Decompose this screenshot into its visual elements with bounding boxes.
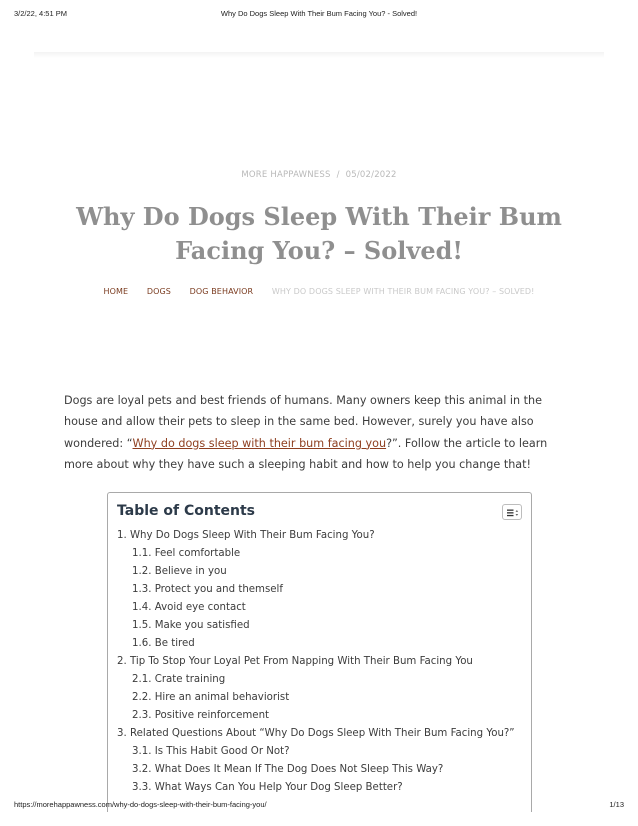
list-toggle-icon [503, 506, 521, 520]
toc-label: Be tired [154, 638, 195, 649]
toc-number: 2.1. [132, 674, 152, 685]
toc-label: Positive reinforcement [154, 710, 270, 721]
toc-number: 1.4. [132, 602, 152, 613]
toc-label: Is This Habit Good Or Not? [154, 746, 290, 757]
toc-link[interactable] [117, 617, 515, 635]
print-datetime: 3/2/22, 4:51 PM [14, 9, 67, 18]
intro-text-end: ?”. Follow the article to learn more about why they have such a sleeping habit and how to help you change that! [64, 436, 548, 472]
toc-number: 1. [117, 530, 127, 541]
toc-number: 3.3. [132, 782, 152, 793]
site-name-link[interactable]: MORE HAPPAWNESS [241, 170, 331, 180]
toc-toggle-button[interactable] [502, 504, 522, 520]
print-footer [0, 800, 638, 812]
toc-link[interactable] [117, 563, 515, 581]
toc-label: Make you satisfied [154, 620, 250, 631]
toc-number: 2.2. [132, 692, 152, 703]
toc-number: 1.6. [132, 638, 152, 649]
toc-link[interactable] [117, 689, 515, 707]
toc-number: 3. [117, 728, 127, 739]
intro-paragraph [64, 390, 579, 476]
print-header [0, 9, 638, 21]
toc-number: 1.1. [132, 548, 152, 559]
toc-label: Tip To Stop Your Loyal Pet From Napping With Their Bum Facing You [129, 656, 473, 667]
breadcrumb-current-page: WHY DO DOGS SLEEP WITH THEIR BUM FACING YOU? – SOLVED! [271, 287, 535, 296]
toc-link[interactable] [117, 725, 515, 743]
toc-link[interactable] [117, 779, 515, 797]
table-of-contents [107, 492, 532, 812]
toc-link[interactable] [117, 581, 515, 599]
breadcrumb-dogs[interactable]: DOGS [146, 287, 171, 296]
print-page-number: 1/13 [609, 800, 624, 809]
toc-link[interactable] [117, 545, 515, 563]
toc-label: What Does It Mean If The Dog Does Not Sleep This Way? [154, 764, 444, 775]
post-date: 05/02/2022 [345, 170, 397, 180]
toc-link[interactable] [117, 743, 515, 761]
site-header-divider [34, 52, 604, 58]
page-title: Why Do Dogs Sleep With Their Bum Facing You? – Solved! [76, 202, 562, 265]
toc-label: Why Do Dogs Sleep With Their Bum Facing You? [129, 530, 375, 541]
toc-label: Crate training [154, 674, 226, 685]
toc-label: Protect you and themself [154, 584, 283, 595]
toc-link[interactable] [117, 599, 515, 617]
toc-label: Hire an animal behaviorist [154, 692, 290, 703]
post-meta [0, 170, 638, 180]
toc-label: Believe in you [154, 566, 227, 577]
meta-separator: / [336, 170, 340, 180]
toc-link[interactable] [117, 635, 515, 653]
toc-list [117, 527, 515, 797]
toc-link[interactable] [117, 671, 515, 689]
print-page-url: https://morehappawness.com/why-do-dogs-sleep-with-their-bum-facing-you/ [14, 800, 267, 809]
toc-number: 1.2. [132, 566, 152, 577]
breadcrumb [0, 287, 638, 296]
breadcrumb-dog-behavior[interactable]: DOG BEHAVIOR [189, 287, 254, 296]
toc-link[interactable] [117, 653, 515, 671]
toc-label: Avoid eye contact [154, 602, 246, 613]
toc-number: 2.3. [132, 710, 152, 721]
intro-article-link[interactable]: Why do dogs sleep with their bum facing you [132, 436, 387, 450]
toc-link[interactable] [117, 761, 515, 779]
toc-label: Feel comfortable [154, 548, 241, 559]
toc-number: 3.1. [132, 746, 152, 757]
toc-label: What Ways Can You Help Your Dog Sleep Better? [154, 782, 403, 793]
intro-text-start: Dogs are loyal pets and best friends of humans. Many owners keep this animal in the house and allow their pets to sleep in the same bed. However, surely you have also wondered: “ [64, 394, 543, 450]
toc-number: 1.5. [132, 620, 152, 631]
toc-number: 2. [117, 656, 127, 667]
toc-link[interactable] [117, 707, 515, 725]
toc-number: 1.3. [132, 584, 152, 595]
print-document-title: Why Do Dogs Sleep With Their Bum Facing You? - Solved! [220, 9, 418, 18]
toc-title: Table of Contents [117, 503, 256, 519]
breadcrumb-home[interactable]: HOME [103, 287, 129, 296]
toc-label: Related Questions About “Why Do Dogs Sleep With Their Bum Facing You?” [129, 728, 515, 739]
toc-number: 3.2. [132, 764, 152, 775]
toc-link[interactable] [117, 527, 515, 545]
